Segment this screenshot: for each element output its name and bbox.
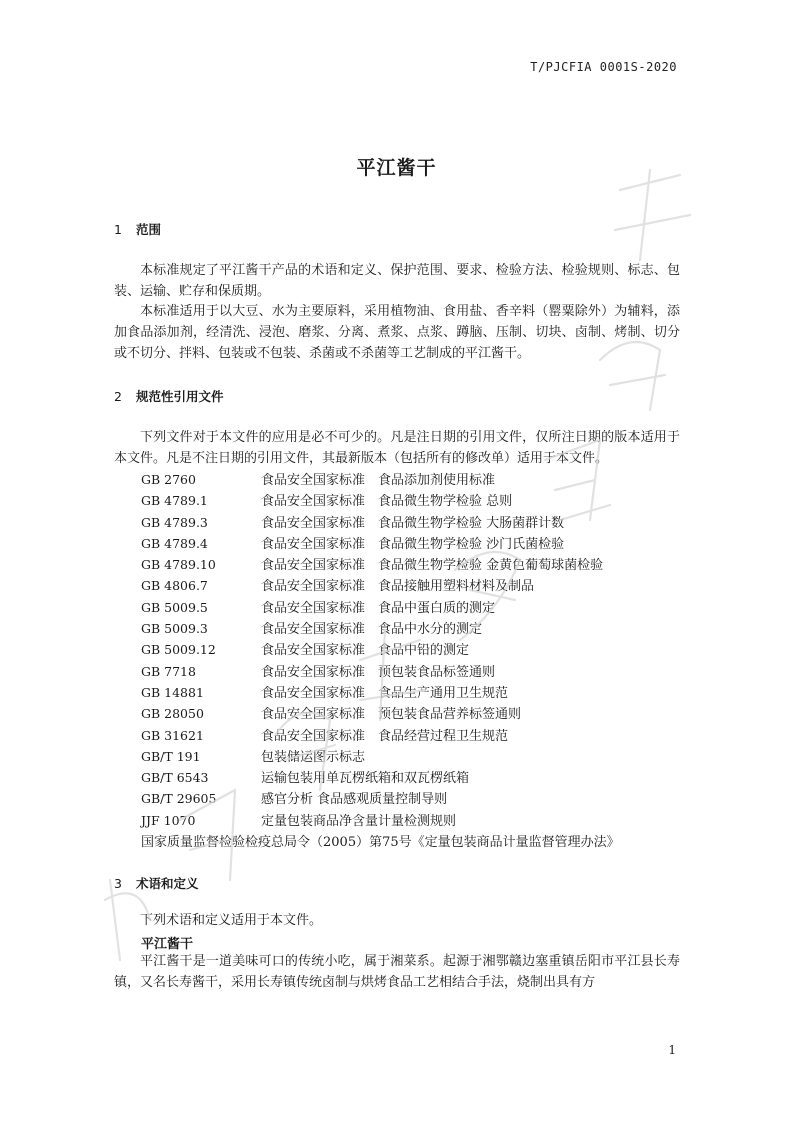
reference-code: GB 14881 (141, 684, 204, 700)
reference-title: 食品安全国家标准 食品中蛋白质的测定 (261, 600, 496, 616)
reference-code: GB 5009.5 (141, 599, 208, 615)
reference-list (141, 469, 701, 831)
reference-title: 感官分析 食品感观质量控制导则 (261, 792, 448, 808)
reference-item (141, 618, 701, 639)
reference-item (141, 597, 701, 618)
section-title: 范围 (136, 222, 162, 237)
reference-code: GB 7718 (141, 663, 196, 679)
paragraph: 本标准适用于以大豆、水为主要原料，采用植物油、食用盐、香辛料（罂粟除外）为辅料，添加食品添加剂，经清洗、浸泡、磨浆、分离、煮浆、点浆、蹲脑、压制、切块、卤制、烤制、切分或不切分、拌料、包装或不包装、杀菌或不杀菌等工艺制成的平江酱干。 (114, 304, 680, 361)
reference-code: GB 4789.4 (141, 535, 208, 551)
reference-code: GB 4789.1 (141, 493, 208, 509)
page-title: 平江酱干 (356, 157, 437, 179)
reference-title: 食品安全国家标准 预包装食品营养标签通则 (261, 707, 522, 723)
reference-title: 运输包装用单瓦楞纸箱和双瓦楞纸箱 (261, 771, 470, 787)
reference-note: 国家质量监督检验检疫总局令（2005）第75号《定量包装商品计量监督管理办法》 (141, 835, 620, 850)
section-number: 2 (114, 389, 122, 404)
reference-item (141, 639, 701, 660)
reference-item (141, 703, 701, 724)
reference-title: 定量包装商品净含量计量检测规则 (261, 813, 457, 829)
reference-code: GB 31621 (141, 727, 204, 743)
reference-item (141, 767, 701, 788)
reference-code: GB/T 6543 (141, 770, 209, 786)
paragraph: 本标准规定了平江酱干产品的术语和定义、保护范围、要求、检验方法、检验规则、标志、包装、运输、贮存和保质期。 (114, 263, 680, 299)
reference-item (141, 725, 701, 746)
section-title: 规范性引用文件 (136, 389, 224, 404)
reference-code: GB 28050 (141, 706, 204, 722)
reference-title: 食品安全国家标准 食品微生物学检验 总则 (261, 494, 513, 510)
section-heading-terms (114, 874, 199, 892)
reference-title: 食品安全国家标准 食品经营过程卫生规范 (261, 728, 509, 744)
reference-item (141, 554, 701, 575)
section-title: 术语和定义 (136, 876, 199, 891)
reference-item (141, 788, 701, 809)
reference-title: 食品安全国家标准 食品微生物学检验 大肠菌群计数 (261, 515, 565, 531)
term-heading: 平江酱干 (141, 937, 194, 952)
section-heading-scope (114, 220, 161, 238)
reference-item (141, 682, 701, 703)
reference-title: 食品安全国家标准 预包装食品标签通则 (261, 664, 496, 680)
reference-code: GB 5009.12 (141, 642, 216, 658)
reference-title: 食品安全国家标准 食品微生物学检验 金黄色葡萄球菌检验 (261, 558, 604, 574)
reference-item (141, 575, 701, 596)
reference-code: JJF 1070 (141, 812, 196, 828)
reference-title: 食品安全国家标准 食品中铅的测定 (261, 643, 470, 659)
reference-code: GB 4806.7 (141, 578, 208, 594)
standard-code: T/PJCFIA 0001S-2020 (530, 60, 677, 74)
reference-item (141, 661, 701, 682)
section-number: 3 (114, 876, 122, 891)
watermark-stroke (615, 170, 690, 260)
reference-item (141, 512, 701, 533)
reference-title: 食品安全国家标准 食品接触用塑料材料及制品 (261, 579, 535, 595)
reference-code: GB 5009.3 (141, 621, 208, 637)
reference-item (141, 533, 701, 554)
reference-code: GB 2760 (141, 472, 196, 487)
reference-code: GB 4789.3 (141, 514, 208, 530)
reference-title: 食品安全国家标准 食品微生物学检验 沙门氏菌检验 (261, 536, 565, 552)
reference-title: 食品安全国家标准 食品中水分的测定 (261, 622, 483, 638)
reference-item (141, 469, 701, 490)
reference-code: GB/T 29605 (141, 791, 217, 807)
reference-code: GB 4789.10 (141, 557, 216, 573)
reference-code: GB/T 191 (141, 748, 201, 764)
reference-item (141, 490, 701, 511)
reference-title: 食品安全国家标准 食品生产通用卫生规范 (261, 685, 509, 701)
paragraph: 下列文件对于本文件的应用是必不可少的。凡是注日期的引用文件，仅所注日期的版本适用于本文件。凡是不注日期的引用文件，其最新版本（包括所有的修改单）适用于本文件。 (114, 430, 680, 466)
reference-title: 食品安全国家标准 食品添加剂使用标准 (261, 473, 496, 488)
page-number: 1 (668, 1043, 676, 1057)
reference-item (141, 746, 701, 767)
section-number: 1 (114, 222, 122, 237)
paragraph: 下列术语和定义适用于本文件。 (140, 913, 323, 928)
reference-title: 包装储运图示标志 (261, 749, 366, 765)
reference-item (141, 810, 701, 831)
section-heading-normative-references (114, 387, 224, 405)
term-definition: 平江酱干是一道美味可口的传统小吃，属于湘菜系。起源于湘鄂赣边塞重镇岳阳市平江县长寿镇，又名长寿酱干，采用长寿镇传统卤制与烘烤食品工艺相结合手法，烧制出具有方 (114, 954, 680, 990)
